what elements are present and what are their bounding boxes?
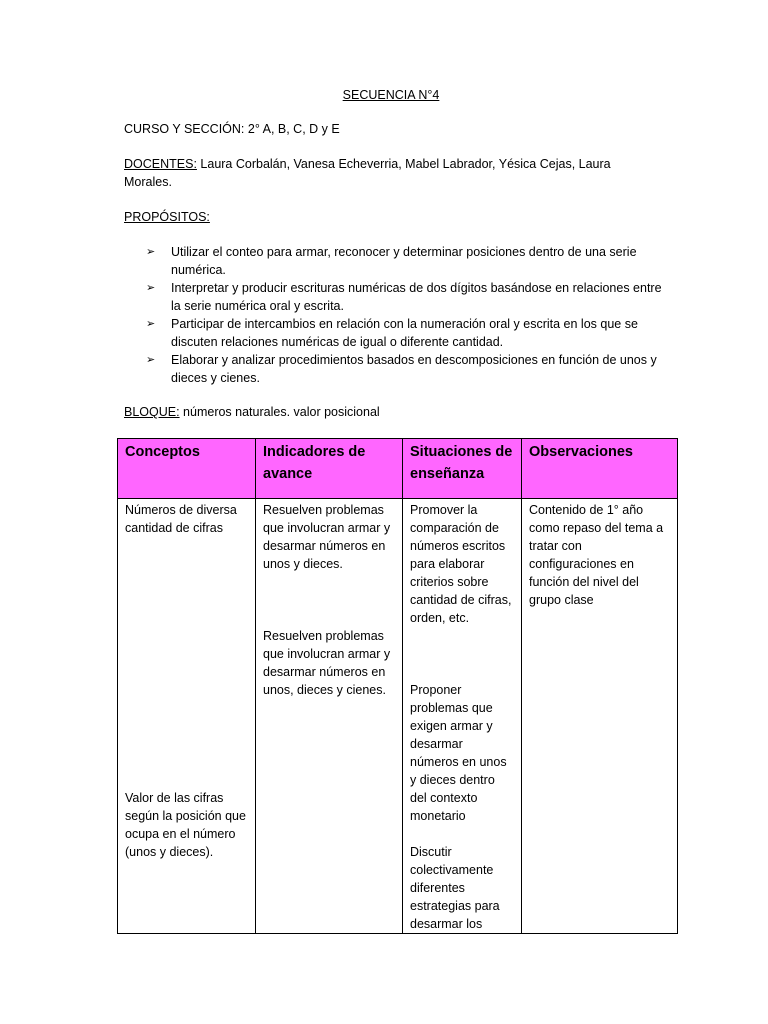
arrow-bullet-icon: ➢ — [146, 282, 156, 294]
concept-item: Números de diversa cantidad de cifras — [125, 503, 237, 535]
observation-item: Contenido de 1° año como repaso del tema a tratar con configuraciones en función del nivel del grupo clase — [529, 503, 664, 607]
arrow-bullet-icon: ➢ — [146, 246, 156, 258]
purpose-item — [146, 315, 666, 351]
teachers-names: Laura Corbalán, Vanesa Echeverria, Mabel Labrador, Yésica Cejas, Laura — [196, 157, 611, 171]
purpose-text: Elaborar y analizar procedimientos basados en descomposiciones en función de unos y dieces y cienes. — [171, 353, 657, 385]
header-progress-indicators: Indicadores de avance — [256, 439, 403, 499]
situation-item: Promover la comparación de números escritos para elaborar criterios sobre cantidad de cifras, orden, etc. — [410, 503, 512, 625]
purposes-list — [146, 243, 666, 387]
indicator-item: Resuelven problemas que involucran armar y desarmar números en unos, dieces y cienes. — [263, 629, 391, 697]
document-title: SECUENCIA N°4 — [342, 88, 440, 102]
header-teaching-situations: Situaciones de enseñanza — [403, 439, 522, 499]
course-section-line: CURSO Y SECCIÓN: 2° A, B, C, D y E — [124, 122, 340, 136]
arrow-bullet-icon: ➢ — [146, 354, 156, 366]
concept-item: Valor de las cifras según la posición que ocupa en el número (unos y dieces). — [125, 791, 246, 859]
concepts-cell — [118, 499, 256, 934]
block-label: BLOQUE: — [124, 405, 180, 419]
sequence-table — [117, 438, 678, 934]
purpose-text: Interpretar y producir escrituras numéricas de dos dígitos basándose en relaciones entre la serie numérica oral y escrita. — [171, 281, 662, 313]
purpose-text: Participar de intercambios en relación con la numeración oral y escrita en los que se discuten relaciones numéricas de igual o diferente cantidad. — [171, 317, 638, 349]
indicator-item: Resuelven problemas que involucran armar y desarmar números en unos y dieces. — [263, 503, 391, 571]
situations-cell — [403, 499, 522, 934]
purpose-item — [146, 351, 666, 387]
purposes-heading: PROPÓSITOS: — [124, 210, 210, 224]
teachers-label: DOCENTES: — [124, 157, 197, 171]
purpose-text: Utilizar el conteo para armar, reconocer y determinar posiciones dentro de una serie numérica. — [171, 245, 637, 277]
teachers-line-2: Morales. — [124, 175, 172, 189]
situation-item: Discutir colectivamente diferentes estrategias para desarmar los — [410, 845, 500, 931]
purpose-item — [146, 279, 666, 315]
header-concepts: Conceptos — [118, 439, 256, 499]
observations-cell — [522, 499, 678, 934]
block-line — [124, 403, 380, 421]
header-observations: Observaciones — [522, 439, 678, 499]
table-row — [118, 499, 678, 934]
block-text: números naturales. valor posicional — [179, 405, 380, 419]
teachers-line — [124, 155, 644, 173]
arrow-bullet-icon: ➢ — [146, 318, 156, 330]
indicators-cell — [256, 499, 403, 934]
situation-item: Proponer problemas que exigen armar y desarmar números en unos y dieces dentro del contexto monetario — [410, 683, 507, 823]
table-header-row — [118, 439, 678, 499]
purpose-item — [146, 243, 666, 279]
